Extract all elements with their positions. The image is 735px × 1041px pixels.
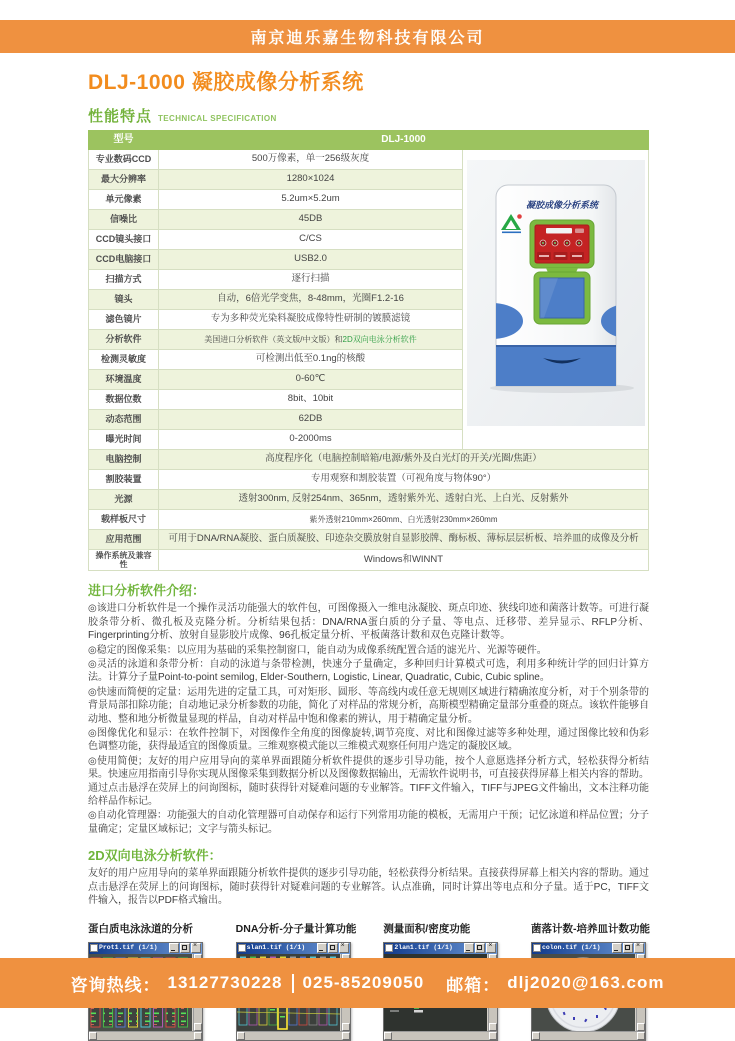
table-row (89, 470, 649, 490)
spec-value: 5.2um×5.2um (159, 190, 463, 210)
window-titlebar (384, 943, 497, 954)
spec-value: 62DB (159, 410, 463, 430)
paragraph: ◎灵活的泳道和条带分析：自动的泳道与条带检测，快速分子量确定，多种回归计算模式可选，利用多种统计学的回归计算方法。计算分子量Point-to-point semilog, Elder-Southern, Logistic, Linear, Quadratic, Cubic, Cubic spline。 (88, 659, 649, 684)
table-row (89, 510, 649, 530)
spec-value: 专用观察和割胶装置（可视角度与物体90°） (159, 470, 649, 490)
hotline-phone-1: 13127730228 (167, 973, 283, 992)
import-software-heading: 进口分析软件介绍： (88, 583, 206, 599)
paragraph: 友好的用户应用导向的菜单界面跟随分析软件提供的逐步引导功能，轻松获得分析结果。直接获得屏幕上相关内容的帮助。通过点击悬浮在荧屏上的问询图标，随时获得针对疑难问题的专业解答。认点准确，同时计算出等电点和分子量。适于PC，TIFF文件输入，报告以PDF格式输出。 (88, 868, 649, 907)
spec-value: Windows和WINNT (159, 550, 649, 571)
spec-value: USB2.0 (159, 250, 463, 270)
spec-label: 动态范围 (89, 410, 159, 430)
gel-imager-product-image (463, 156, 649, 439)
horizontal-scrollbar (89, 1031, 202, 1040)
spec-label: 曝光时间 (89, 430, 159, 450)
analysis-software-2d-text: 2D双向电泳分析软件 (342, 334, 417, 344)
table-header-row (89, 131, 649, 150)
spec-table (88, 130, 649, 571)
spec-value: 透射300nm, 反射254nm、365nm，透射紫外光、透射白光、上白光、反射紫外 (159, 490, 649, 510)
spec-label: 分析软件 (89, 330, 159, 350)
document-icon (90, 944, 98, 952)
spec-label: 滤色镜片 (89, 310, 159, 330)
paragraph: ◎图像优化和显示：在软件控制下，对图像作全角度的图像旋转,调节亮度、对比和图像过滤等多种处理，通过图像比较和伪彩色调整功能，获得最适宜的图像质量。三维观察模式能以三维模式观察任何用户选定的凝胶区域。 (88, 728, 649, 753)
gallery-item-label: 测量面积/密度功能 (383, 922, 471, 935)
spec-heading-en: TECHNICAL SPECIFICATION (158, 114, 277, 123)
spec-value: 可检测出低至0.1ng的核酸 (159, 350, 463, 370)
spec-label: 镜头 (89, 290, 159, 310)
spec-label: 检测灵敏度 (89, 350, 159, 370)
spec-value: 500万像素，单一256级灰度 (159, 150, 463, 170)
window-titlebar (89, 943, 202, 954)
maximize-icon (475, 943, 485, 953)
minimize-icon (169, 943, 179, 953)
spec-label: 专业数码CCD (89, 150, 159, 170)
spec-label: 载样板尺寸 (89, 510, 159, 530)
spec-label: CCD电脑接口 (89, 250, 159, 270)
paragraph: ◎使用简便；友好的用户应用导向的菜单界面跟随分析软件提供的逐步引导功能，按个人意愿选择分析方式，轻松获得分析结果。快速应用指南引导你实现从图像采集到数据分析以及图像数据输出，无需软件说明书，可直接获得屏幕上相关内容的帮助。通过点击悬浮在荧屏上的问询图标，随时获得针对疑难问题的专业解答。TIFF文件输入，TIFF与JPEG文件输出，文本注释功能给样品作标记。 (88, 755, 649, 808)
window-title: 2lan1.tif (1/1) (394, 944, 453, 951)
spec-label: 最大分辨率 (89, 170, 159, 190)
table-row (89, 490, 649, 510)
analysis-software-text: 美国进口分析软件（英文版/中文版）和 (204, 334, 343, 344)
paragraph: ◎该进口分析软件是一个操作灵活功能强大的软件包，可图像摄入一维电泳凝胶、斑点印迹、狭线印迹和菌落计数等。可进行凝胶条带分析、微孔板及克隆分析。分析结果包括：DNA/RNA蛋白质的分子量、等电点、迁移带、差异显示、RFLP分析、Fingerprinting分析、放射自显影胶片成像、96孔板定量分析、平板菌落计数和双色克隆计数等。 (88, 603, 649, 642)
minimize-icon (317, 943, 327, 953)
page-title: DLJ-1000 凝胶成像分析系统 (88, 71, 364, 94)
spec-value: 逐行扫描 (159, 270, 463, 290)
spec-label: 信噪比 (89, 210, 159, 230)
minimize-icon (612, 943, 622, 953)
spec-heading-zh: 性能特点 (88, 108, 153, 125)
spec-value (159, 330, 463, 350)
spec-value: 8bit、10bit (159, 390, 463, 410)
horizontal-scrollbar (532, 1031, 645, 1040)
model-header-value: DLJ-1000 (159, 131, 649, 150)
spec-label: 数据位数 (89, 390, 159, 410)
spec-section-heading (88, 105, 649, 126)
window-title: colon.tif (1/1) (541, 944, 601, 951)
spec-label: 单元像素 (89, 190, 159, 210)
spec-label: 电脑控制 (89, 450, 159, 470)
horizontal-scrollbar (384, 1031, 497, 1040)
spec-value: 高度程序化（电脑控制暗箱/电源/紫外及白光灯的开关/光圈/焦距） (159, 450, 649, 470)
spec-label: 环境温度 (89, 370, 159, 390)
paragraph: ◎自动化管理器：功能强大的自动化管理器可自动保存和运行下列常用功能的模板，无需用户干预；记忆泳道和样品位置；分子量确定；定量区域标记；文字与箭头标记。 (88, 810, 649, 835)
close-icon (191, 943, 201, 953)
spec-label: 光源 (89, 490, 159, 510)
product-label: 凝胶成像分析系统 (525, 200, 599, 211)
spec-value: 0-2000ms (159, 430, 463, 450)
model-header-label: 型号 (89, 131, 159, 150)
document-icon (533, 944, 541, 952)
window-title: Prot1.tif (1/1) (99, 944, 158, 951)
software-2d-heading: 2D双向电泳分析软件： (88, 848, 222, 864)
page-content (0, 66, 735, 1041)
document-icon (238, 944, 246, 952)
spec-label: 扫描方式 (89, 270, 159, 290)
contact-footer (0, 958, 735, 1008)
spec-value: 可用于DNA/RNA凝胶、蛋白质凝胶、印迹杂交膜放射自显影胶牌、酶标板、薄标层层析板、培养皿的成像及分析 (159, 530, 649, 550)
email-address: dlj2020@163.com (507, 973, 665, 992)
spec-value: 1280×1024 (159, 170, 463, 190)
gallery-item-label: DNA分析-分子量计算功能 (235, 922, 357, 935)
gallery-item-label: 菌落计数-培养皿计数功能 (530, 922, 650, 935)
spec-label: 割胶装置 (89, 470, 159, 490)
spec-label: 应用范围 (89, 530, 159, 550)
window-titlebar (532, 943, 645, 954)
hotline-phone-2: 025-85209050 (302, 973, 425, 992)
hotline-label: 咨询热线： (70, 975, 161, 995)
control-panel (535, 225, 589, 263)
minimize-icon (464, 943, 474, 953)
spec-label: 操作系统及兼容性 (89, 550, 159, 571)
close-icon (339, 943, 349, 953)
paragraph: ◎快速而简便的定量：运用先进的定量工具，可对矩形、圆形、等高线内或任意无规则区域进行精确浓度分析，对于个别条带的背景局部扣除功能；自动地记录分析参数的功能，简化了对样品的常规分析，高斯模型精确定量部分重叠的斑点。该软件能够自动地、整和地分析微量显现的样品，自动对样品中饱和像素的辨认，用于精确定量分析。 (88, 686, 649, 725)
maximize-icon (180, 943, 190, 953)
close-icon (486, 943, 496, 953)
window-title: slan1.tif (1/1) (246, 944, 306, 951)
spec-value: 专为多种荧光染料凝胶成像特性研制的镀膜滤镜 (159, 310, 463, 330)
close-icon (634, 943, 644, 953)
paragraph: ◎稳定的图像采集：以应用为基础的采集控制窗口，能自动为成像系统配置合适的滤光片、光源等硬件。 (88, 644, 547, 656)
company-name: 南京迪乐嘉生物科技有限公司 (250, 30, 485, 47)
spec-value: 0-60℃ (159, 370, 463, 390)
horizontal-scrollbar (237, 1031, 350, 1040)
table-row (89, 450, 649, 470)
maximize-icon (328, 943, 338, 953)
spec-value: 45DB (159, 210, 463, 230)
sample-drawer (496, 345, 628, 386)
spec-value: C/CS (159, 230, 463, 250)
maximize-icon (623, 943, 633, 953)
document-icon (385, 944, 393, 952)
table-row (89, 550, 649, 571)
window-titlebar (237, 943, 350, 954)
spec-value: 自动，6倍光学变焦，8-48mm，光圈F1.2-16 (159, 290, 463, 310)
spec-label: CCD镜头接口 (89, 230, 159, 250)
company-header (0, 20, 735, 53)
table-row (89, 530, 649, 550)
table-row (89, 150, 649, 170)
gallery-item-label: 蛋白质电泳泳道的分析 (88, 922, 193, 935)
product-photo (463, 150, 649, 450)
email-label: 邮箱： (446, 975, 501, 995)
divider (292, 974, 294, 993)
spec-value: 紫外透射210mm×260mm、白光透射230mm×260mm (159, 510, 649, 530)
